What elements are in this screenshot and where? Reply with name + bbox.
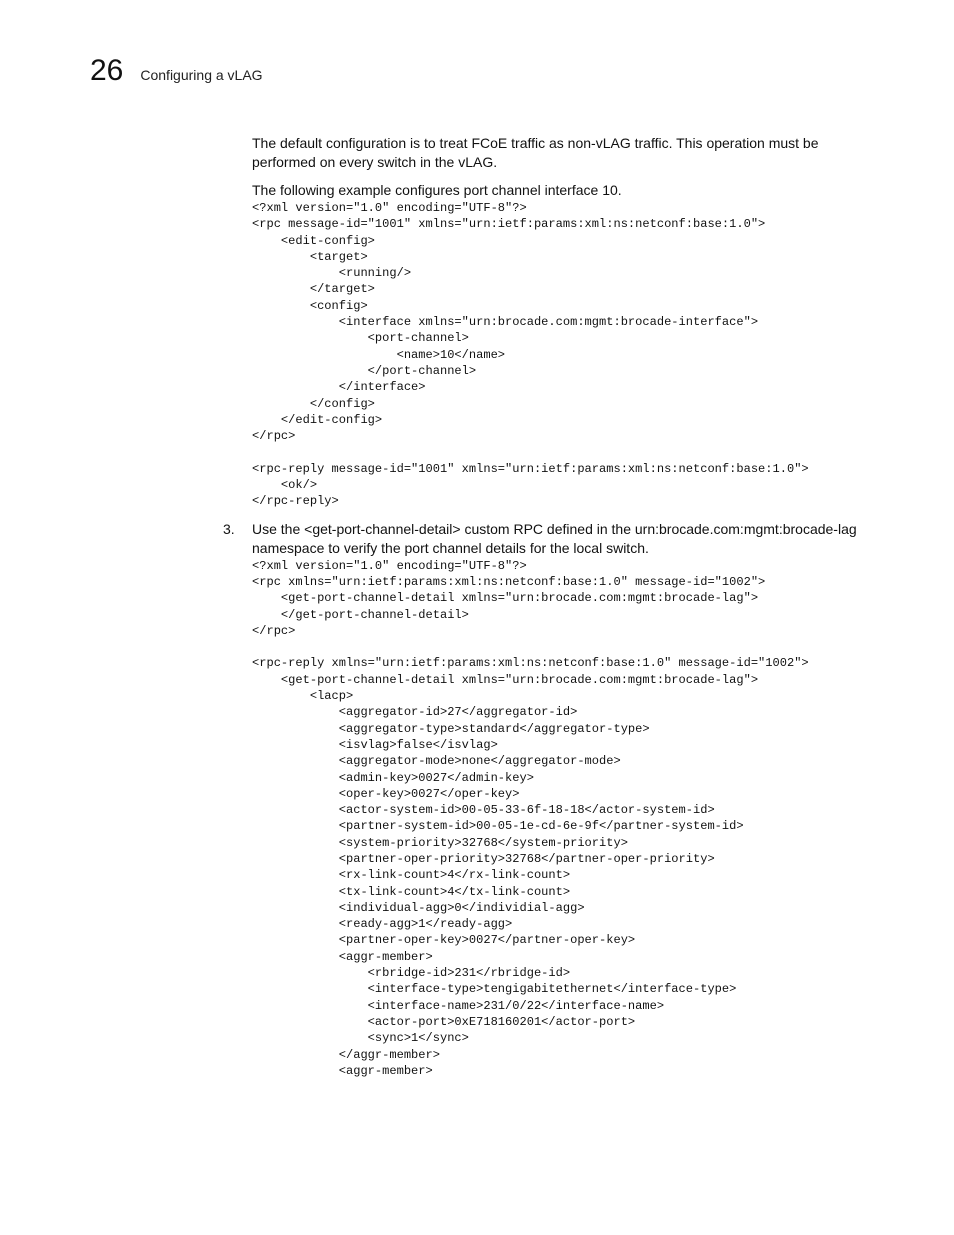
example-intro-paragraph: The following example configures port channel interface 10. [252,182,622,198]
step-3 [223,520,872,558]
code-example-port-channel-detail: <?xml version="1.0" encoding="UTF-8"?> <rpc xmlns="urn:ietf:params:xml:ns:netconf:base:1.0" message-id="1002"> <get-port-channel-detail xmlns="urn:brocade.com:mgmt:brocade-lag"> </get-port-channel-detail> </rpc> <rpc-reply xmlns="urn:ietf:params:xml:ns:netconf:base:1.0" message-id="1002"> <get-port-channel-detail xmlns="urn:brocade.com:mgmt:brocade-lag"> <lacp> <aggregator-id>27</aggregator-id> <aggregator-type>standard</aggregator-type> <isvlag>false</isvlag> <aggregator-mode>none</aggregator-mode> <admin-key>0027</admin-key> <oper-key>0027</oper-key> <actor-system-id>00-05-33-6f-18-18</actor-system-id> <partner-system-id>00-05-1e-cd-6e-9f</partner-system-id> <system-priority>32768</system-priority> <partner-oper-priority>32768</partner-oper-priority> <rx-link-count>4</rx-link-count> <tx-link-count>4</tx-link-count> <individual-agg>0</individial-agg> <ready-agg>1</ready-agg> <partner-oper-key>0027</partner-oper-key> <aggr-member> <rbridge-id>231</rbridge-id> <interface-type>tengigabitethernet</interface-type> <interface-name>231/0/22</interface-name> <actor-port>0xE718160201</actor-port> <sync>1</sync> </aggr-member> <aggr-member> [252,558,809,1078]
step-number: 3. [223,520,235,537]
chapter-title: Configuring a vLAG [140,67,263,83]
intro-paragraph: The default configuration is to treat FCoE traffic as non-vLAG traffic. This operation must be performed on every switch in the vLAG. [252,135,819,170]
page-header [90,54,263,94]
page-content [223,134,872,1079]
chapter-number: 26 [90,54,124,87]
code-example-port-channel-config: <?xml version="1.0" encoding="UTF-8"?> <rpc message-id="1001" xmlns="urn:ietf:params:xml:ns:netconf:base:1.0"> <edit-config> <target> <running/> </target> <config> <interface xmlns="urn:brocade.com:mgmt:brocade-interface"> <port-channel> <name>10</name> </port-channel> </interface> </config> </edit-config> </rpc> <rpc-reply message-id="1001" xmlns="urn:ietf:params:xml:ns:netconf:base:1.0"> <ok/> </rpc-reply> [252,201,809,509]
step-text: Use the <get-port-channel-detail> custom RPC defined in the urn:brocade.com:mgmt:brocade-lag namespace to verify the port channel details for the local switch. [252,520,857,556]
